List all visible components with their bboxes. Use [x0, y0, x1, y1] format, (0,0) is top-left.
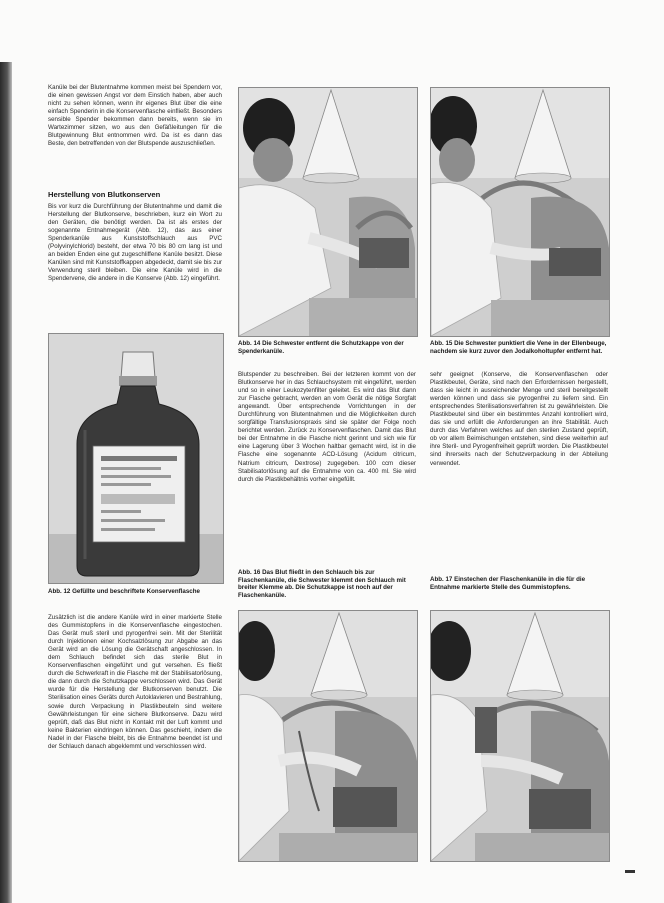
intro-paragraph: Kanüle bei der Blutentnahme kommen meist bei Spendern vor, die einen gewissen Angst vor dem Einstich haben, aber auch nicht zu sehen können, wenn ihr eigenes Blut über die eine einfach Spenderin in die Konservenflasche einfließt. Besonders sensible Spender bekommen dann bereits, wenn sie im Wartezimmer sitzen, wo aus den Gefäßleitungen für die Blutgewinnung Blut entnommen wird. Da ist es dann das Beste, den betreffenden von der Blutspende auszuschließen.	[48, 84, 222, 148]
section-heading: Herstellung von Blutkonserven	[48, 190, 161, 199]
figure-17-inserting-bottle-cannula-photo	[430, 610, 610, 862]
figure-12-caption: Abb. 12 Gefüllte und beschriftete Konservenflasche	[48, 588, 200, 595]
page-folio-mark	[625, 870, 635, 873]
middle-column	[238, 371, 416, 563]
figure-16-caption: Abb. 16 Das Blut fließt in den Schlauch bis zur Flaschenkanüle, die Schwester klemmt den Schlauch mit breiter Klemme ab. Die Schutzkappe ist noch auf der Flaschenkanüle.	[238, 569, 406, 599]
figure-15-nurse-puncturing-vein-photo	[430, 87, 610, 337]
intro-column	[48, 84, 222, 186]
figure-17-caption: Abb. 17 Einstechen der Flaschenkanüle in die für die Entnahme markierte Stelle des Gummistopfens.	[430, 576, 586, 591]
right-column	[430, 371, 608, 563]
scan-binding-edge	[0, 62, 12, 903]
section-column	[48, 203, 222, 325]
bottom-left-column	[48, 614, 222, 860]
figure-16-blood-flowing-photo	[238, 610, 418, 862]
figure-12-blood-bottle-photo	[48, 333, 224, 584]
figure-14-nurse-removing-cap-photo	[238, 87, 418, 337]
right-paragraph: sehr geeignet (Konserve, die Konservenflaschen oder Plastikbeutel, Geräte, sind nach den Erfordernissen hergestellt, dass sie leicht in ausreichender Menge und steril bereitgestellt werden können und dass sie pyrogenfrei zu liefern sind. Ein entsprechendes Sterilisationsverfahren ist zu gewährleisten. Die Plastikbeutel sind über ein bestimmtes Anzahl kontrolliert wird, das sie und erfüllt die Anforderungen an ihre Stabilität. Auch durch das Verfahren welches auf den sterilen Zustand geprüft, ob vor allem Beimischungen entstehen, sind diese weiterhin auf ihre Steril- und Pyrogenfreiheit geprüft worden. Die Plastikbeutel sind ihrerseits nach der Schutzverpackung in der Abteilung verwendet.	[430, 371, 608, 467]
figure-14-caption: Abb. 14 Die Schwester entfernt die Schutzkappe von der Spenderkanüle.	[238, 340, 404, 355]
middle-paragraph: Blutspender zu beschreiben. Bei der letzteren kommt von der Blutkonserve her in das Schlauchsystem mit eingeführt, werden und so in einer Leukozytenfilter geleitet. Es wird das Blut dann zur Flasche gebracht, werden an vom Gerät die nötige Sorgfalt angewandt. Über entsprechende Vorrichtungen in der Durchführung von Blutentnahmen und die Möglichkeiten durch sorgfältige Transfusionspraxis sind sie später der Folge noch berichtet werden. Zurück zu Konservenflaschen. Damit das Blut bei der Entnahme in die Flasche nicht gerinnt und sich wie für eine Lagerung über 3 Wochen haltbar gemacht wird, ist in die Flasche eine sogenannte ACD-Lösung (Acidum citricum, Natrium citricum, Dextrose) zugegeben. 100 ccm dieser Stabilisatorlösung auf die Entnahme von ca. 400 ml. Sie wird durch die Plastikbehältnis vorher eingefüllt.	[238, 371, 416, 483]
section-paragraph: Bis vor kurz die Durchführung der Blutentnahme und damit die Herstellung der Blutkonserve, beschrieben, kurz ein Wort zu den Geräten, die benötigt werden. Da ist als erstes der sogenannte Entnahmegerät (Abb. 12), das aus einer Spenderkanüle aus Kunststoffschlauch aus PVC (Polyvinylchlorid) besteht, der etwa 70 bis 80 cm lang ist und an beiden Enden eine gut zugeschliffene Kanüle besitzt. Diese Kanülen sind mit Kunststoffkappen abgedeckt, damit sie bis zur Verwendung steril bleiben. Die eine Kanüle wird in die Spendervene, die andere in die Konserve (Abb. 12) eingeführt.	[48, 203, 222, 283]
figure-15-caption: Abb. 15 Die Schwester punktiert die Vene in der Ellenbeuge, nachdem sie kurz zuvor den Jodalkoholtupfer entfernt hat.	[430, 340, 607, 355]
bottom-left-paragraph: Zusätzlich ist die andere Kanüle wird in einer markierte Stelle des Gummistopfens in die Konservenflasche eingestochen. Das Gerät muß steril und pyrogenfrei sein. Mit der Sterilität durch Injektionen einer Kochsalzlösung zur Abgabe an das Gerät wird an die Lösung die Gerätschaft angeschlossen. In dem Schlauch befindet sich das sterile Blut in Konservenflaschen eingeführt und gut versehen. Es fließt durch die Schwerkraft in die Flasche mit der Stabilisatorlösung, die dann durch die Schutzkappe verschlossen wird. Das Gerät wurde für die Herstellung der Blutkonserven benutzt. Die Sterilisation eines Geräts durch Autoklavieren und Bestrahlung, sowie durch Verpackung in Plastikbeuteln sind weitere Gewährleistungen für eine sichere Blutkonserve. Dazu wird geprüft, daß das Blut nicht in Kontakt mit der Luft kommt und keine Bakterien eindringen können. Das geschieht, indem die Nadel in der Flasche bleibt, bis die Entnahme beendet ist und der Schlauch danach abgeklemmt und verschlossen wird.	[48, 614, 222, 750]
